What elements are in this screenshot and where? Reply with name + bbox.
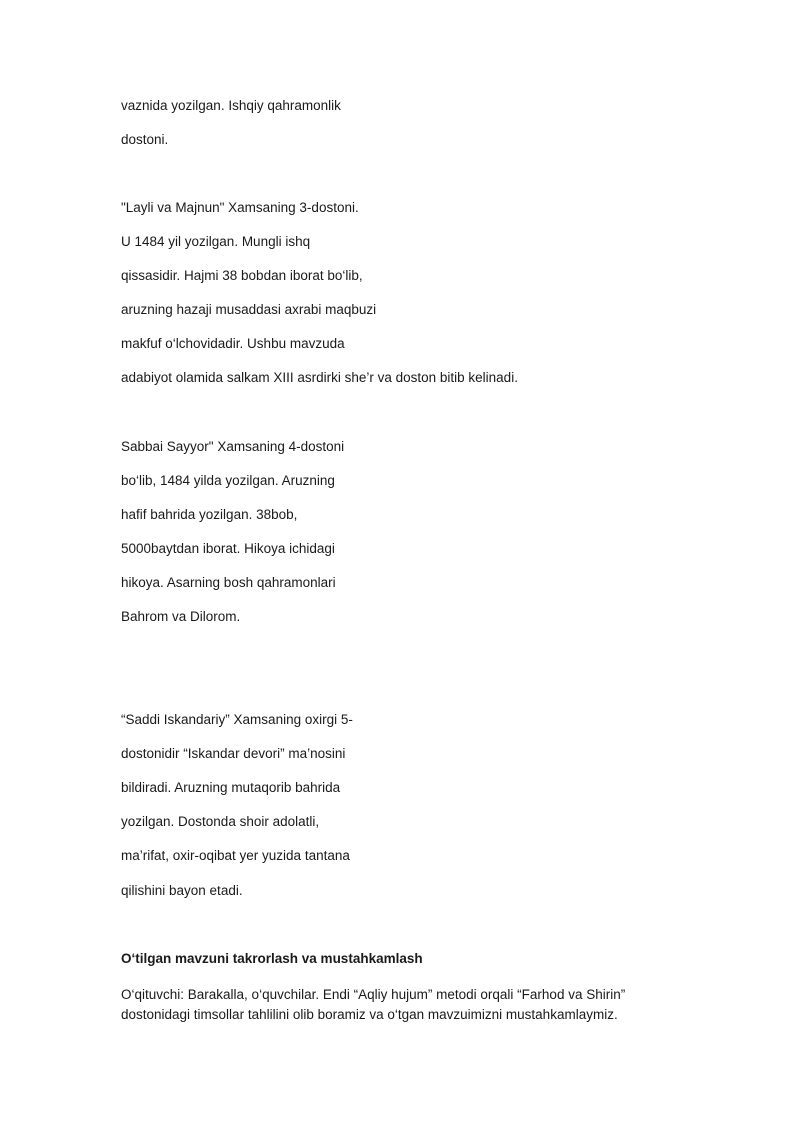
text-line: "Layli va Majnun" Xamsaning 3-dostoni. [121,200,359,215]
text-line: hafif bahrida yozilgan. 38bob, [121,507,298,522]
closing-paragraph: O‘qituvchi: Barakalla, o‘quvchilar. Endi “Aqliy hujum” metodi orqali “Farhod va Shirin” dostonidagi timsollar tahlilini olib boramiz va o‘tgan mavzuimizni mustahkamlaymiz. [121,987,626,1022]
text-line: qilishini bayon etadi. [121,883,243,898]
section-heading: O‘tilgan mavzuni takrorlash va mustahkamlash [121,951,423,966]
text-line: ma’rifat, oxir-oqibat yer yuzida tantana [121,848,350,863]
text-line: dostoni. [121,132,169,147]
text-line: yozilgan. Dostonda shoir adolatli, [121,814,320,829]
text-line: qissasidir. Hajmi 38 bobdan iborat bo‘lib, [121,268,363,283]
text-line: Bahrom va Dilorom. [121,609,241,624]
text-line: makfuf o‘lchovidadir. Ushbu mavzuda [121,336,345,351]
text-line: dostonidir “Iskandar devori” ma’nosini [121,746,346,761]
text-line: bildiradi. Aruzning mutaqorib bahrida [121,780,341,795]
text-line: aruzning hazaji musaddasi axrabi maqbuzi [121,302,377,317]
text-line: Sabbai Sayyor" Xamsaning 4-dostoni [121,439,345,454]
text-line: vaznida yozilgan. Ishqiy qahramonlik [121,98,341,113]
text-line: adabiyot olamida salkam XIII asrdirki she’r va doston bitib kelinadi. [121,370,518,385]
text-line: bo‘lib, 1484 yilda yozilgan. Aruzning [121,473,335,488]
text-line: hikoya. Asarning bosh qahramonlari [121,575,336,590]
text-line: 5000baytdan iborat. Hikoya ichidagi [121,541,335,556]
text-line: “Saddi Iskandariy” Xamsaning oxirgi 5- [121,712,353,727]
text-line: U 1484 yil yozilgan. Mungli ishq [121,234,311,249]
